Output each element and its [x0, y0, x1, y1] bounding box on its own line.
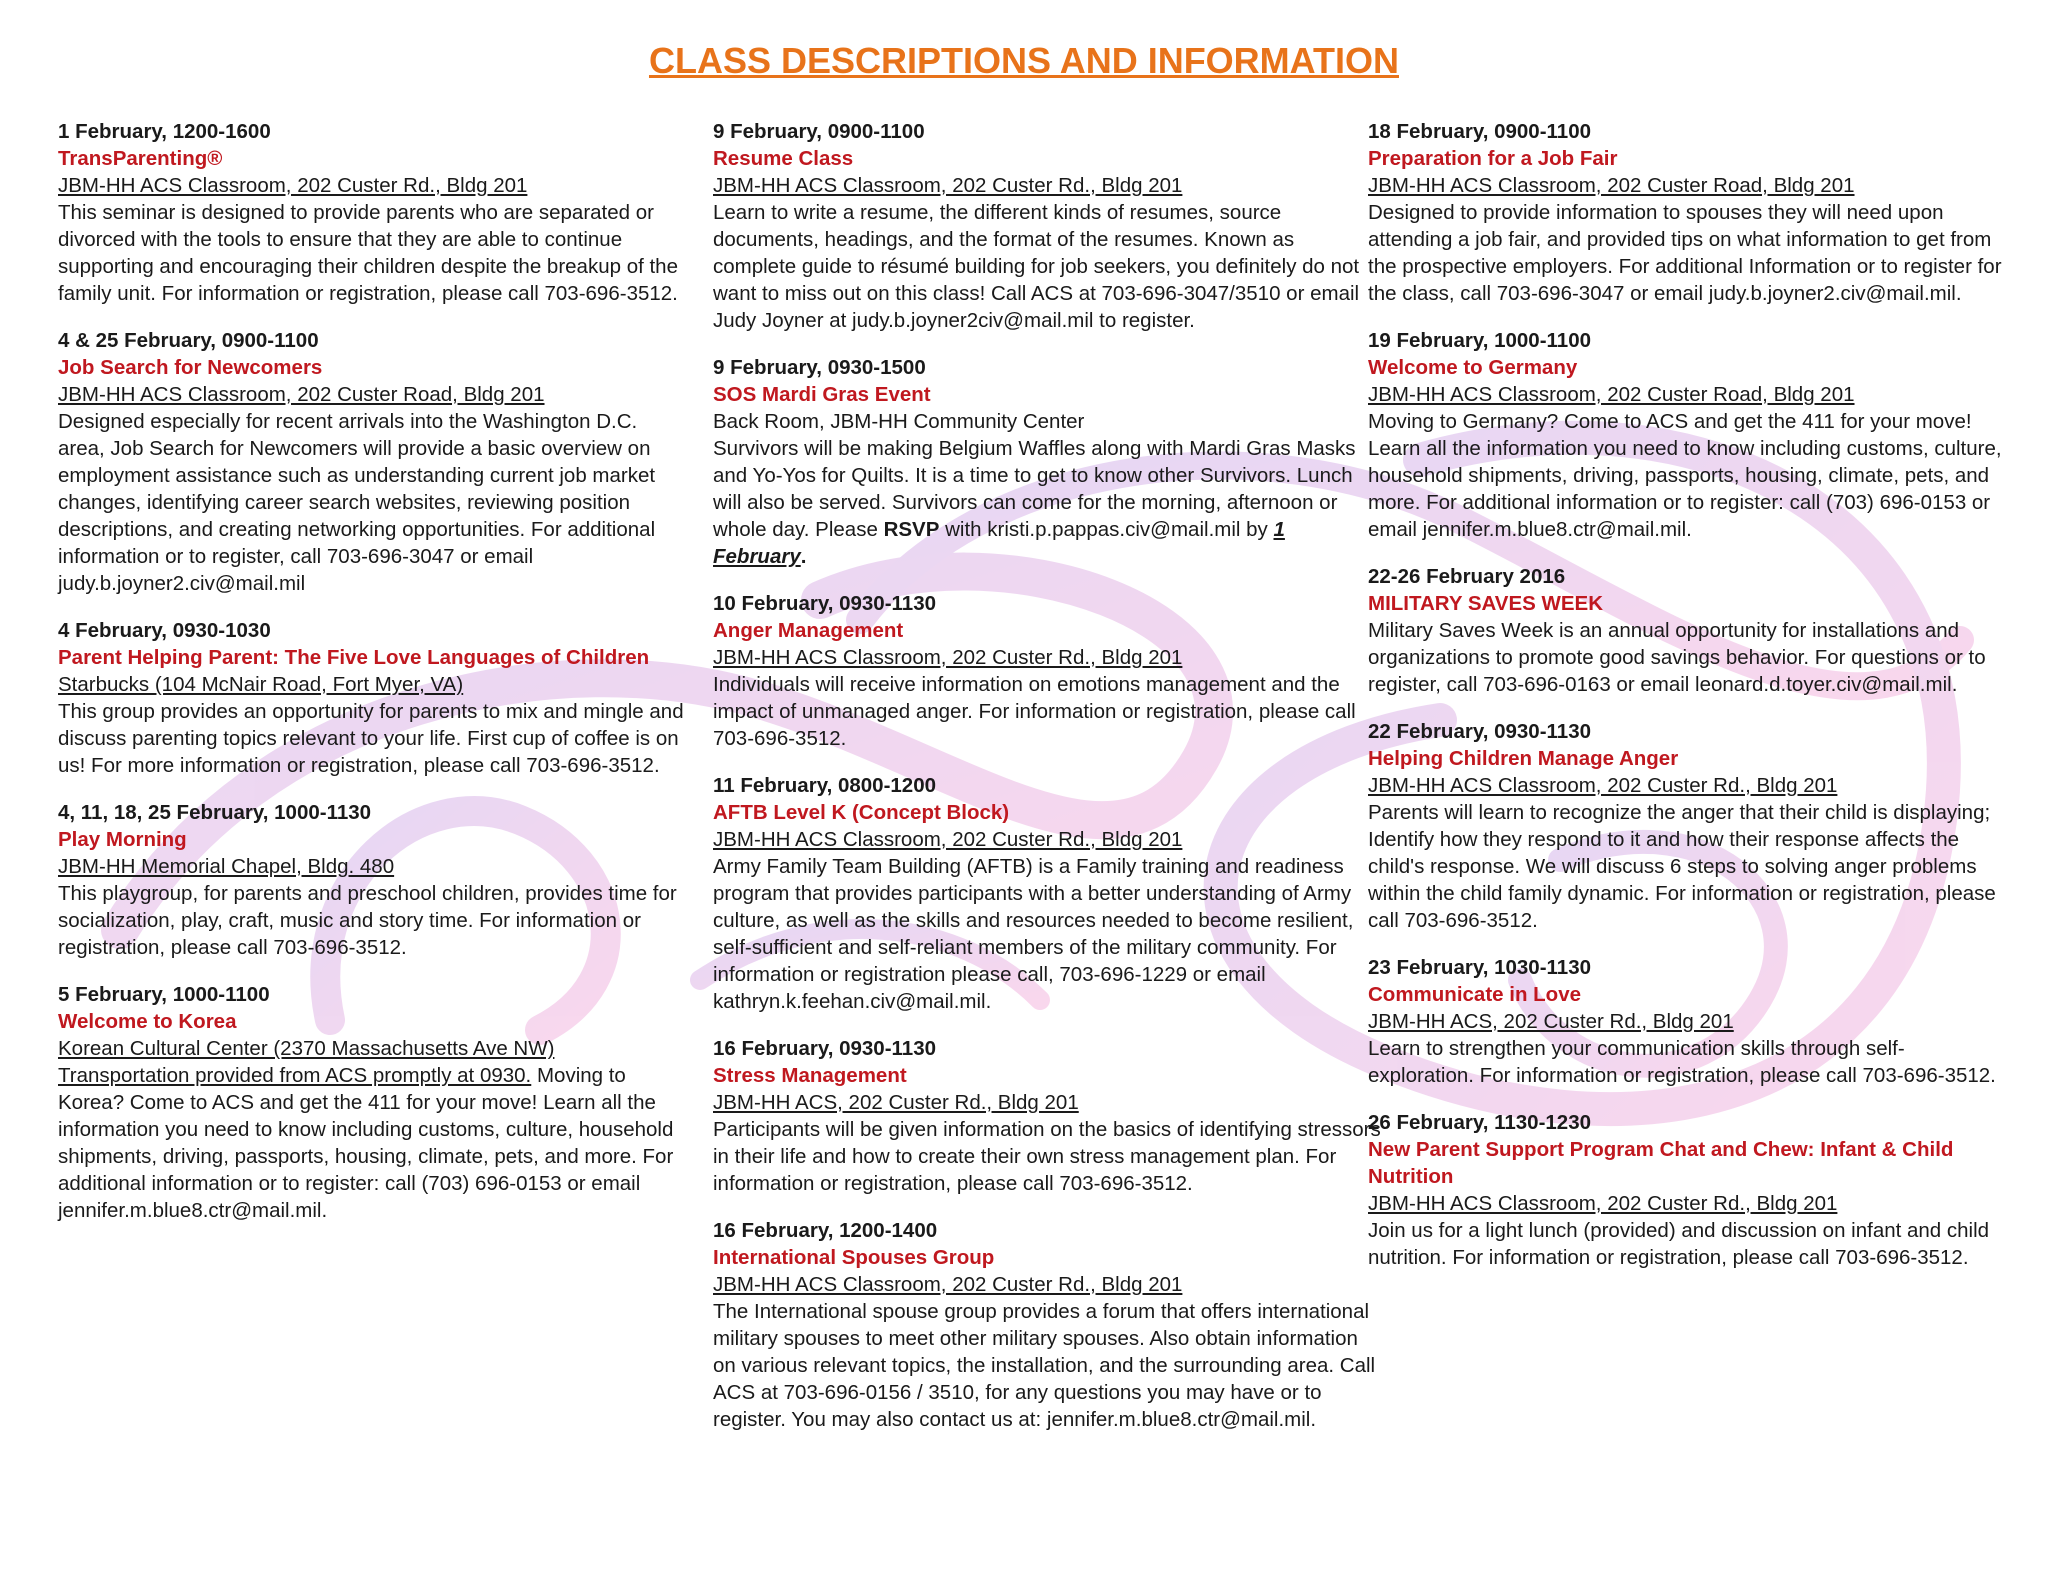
event-location: JBM-HH ACS Classroom, 202 Custer Rd., Bldg 201: [1368, 1192, 1838, 1215]
event-title: Play Morning: [58, 828, 187, 851]
event-date: 5 February, 1000-1100: [58, 983, 270, 1006]
transportation-note: Transportation provided from ACS promptly at 0930.: [58, 1064, 532, 1087]
event-description: Designed especially for recent arrivals into the Washington D.C. area, Job Search for Newcomers will provide a basic overview on employment assistance such as understanding current job market changes, identifying career search websites, reviewing position descriptions, and creating networking opportunities. For additional information or to register, call 703-696-3047 or email judy.b.joyner2.civ@mail.mil: [58, 410, 656, 595]
event-description: Learn to write a resume, the different kinds of resumes, source documents, headings, and the format of the resumes. Known as complete guide to résumé building for job seekers, you definitely do not want to miss out on this class! Call ACS at 703-696-3047/3510 or email Judy Joyner at judy.b.joyner2civ@mail.mil to register.: [713, 201, 1360, 332]
event-description: Parents will learn to recognize the anger that their child is displaying; Identify how they respond to it and how their response affects the child's response. We will discuss 6 steps to solving anger problems within the child family dynamic. For information or registration, please call 703-696-3512.: [1368, 801, 1996, 932]
event-date: 1 February, 1200-1600: [58, 120, 271, 143]
event-location: Korean Cultural Center (2370 Massachusetts Ave NW): [58, 1037, 555, 1060]
event-date: 16 February, 0930-1130: [713, 1037, 936, 1060]
event-international-spouses: [713, 1217, 1383, 1433]
event-title: New Parent Support Program Chat and Chew: Infant & Child Nutrition: [1368, 1138, 1954, 1188]
event-description: Military Saves Week is an annual opportunity for installations and organizations to promote good savings behavior. For questions or to register, call 703-696-0163 or email leonard.d.toyer.civ@mail.mil.: [1368, 619, 1986, 696]
event-parent-helping-parent: [58, 617, 688, 779]
event-date: 4, 11, 18, 25 February, 1000-1130: [58, 801, 372, 824]
event-sos-mardi-gras: [713, 354, 1383, 570]
event-description: This seminar is designed to provide parents who are separated or divorced with the tools to ensure that they are able to continue supporting and encouraging their children despite the breakup of the family unit. For information or registration, please call 703-696-3512.: [58, 201, 678, 305]
column-3: [1368, 118, 2008, 1291]
event-aftb-level-k: [713, 772, 1383, 1015]
page-title: CLASS DESCRIPTIONS AND INFORMATION: [648, 40, 1399, 81]
event-title: Resume Class: [713, 147, 854, 170]
event-date: 18 February, 0900-1100: [1368, 120, 1591, 143]
event-description: The International spouse group provides a forum that offers international military spouses to meet other military spouses. Also obtain information on various relevant topics, the installation, and the surrounding area. Call ACS at 703-696-0156 / 3510, for any questions you may have or to register. You may also contact us at: jennifer.m.blue8.ctr@mail.mil.: [713, 1300, 1376, 1431]
description-end: .: [800, 545, 807, 568]
event-location: JBM-HH ACS Classroom, 202 Custer Rd., Bldg 201: [58, 174, 528, 197]
event-title: Helping Children Manage Anger: [1368, 747, 1679, 770]
event-military-saves-week: [1368, 563, 2008, 698]
event-location: JBM-HH ACS Classroom, 202 Custer Road, Bldg 201: [58, 383, 545, 406]
event-date: 4 & 25 February, 0900-1100: [58, 329, 319, 352]
event-description: Learn to strengthen your communication skills through self-exploration. For information or registration, please call 703-696-3512.: [1368, 1037, 1996, 1087]
event-description: Army Family Team Building (AFTB) is a Family training and readiness program that provides participants with a better understanding of Army culture, as well as the skills and resources needed to become resilient, self-sufficient and self-reliant members of the military community. For information or registration please call, 703-696-1229 or email kathryn.k.feehan.civ@mail.mil.: [713, 855, 1354, 1013]
event-title: International Spouses Group: [713, 1246, 995, 1269]
event-date: 11 February, 0800-1200: [713, 774, 936, 797]
event-resume-class: [713, 118, 1383, 334]
event-description: Designed to provide information to spouses they will need upon attending a job fair, and provided tips on what information to get from the prospective employers. For additional Information or to register for the class, call 703-696-3047 or email judy.b.joyner2.civ@mail.mil.: [1368, 201, 2002, 305]
event-date: 23 February, 1030-1130: [1368, 956, 1591, 979]
event-location: JBM-HH ACS Classroom, 202 Custer Rd., Bldg 201: [713, 1273, 1183, 1296]
event-columns: [58, 118, 2008, 1558]
event-date: 16 February, 1200-1400: [713, 1219, 938, 1242]
event-title: Job Search for Newcomers: [58, 356, 323, 379]
event-location: JBM-HH Memorial Chapel, Bldg. 480: [58, 855, 395, 878]
event-description: [58, 1062, 688, 1224]
event-title: Welcome to Germany: [1368, 356, 1578, 379]
event-location: JBM-HH ACS Classroom, 202 Custer Road, Bldg 201: [1368, 383, 1855, 406]
event-chat-and-chew: [1368, 1109, 2008, 1271]
event-description: This playgroup, for parents and preschool children, provides time for socialization, play, craft, music and story time. For information or registration, please call 703-696-3512.: [58, 882, 677, 959]
event-location: JBM-HH ACS Classroom, 202 Custer Rd., Bldg 201: [713, 646, 1183, 669]
rsvp-contact: with kristi.p.pappas.civ@mail.mil by: [939, 518, 1274, 541]
event-description: This group provides an opportunity for parents to mix and mingle and discuss parenting topics relevant to your life. First cup of coffee is on us! For more information or registration, please call 703-696-3512.: [58, 700, 684, 777]
event-job-fair-prep: [1368, 118, 2008, 307]
event-anger-management: [713, 590, 1383, 752]
event-date: 22 February, 0930-1130: [1368, 720, 1591, 743]
event-job-search-newcomers: [58, 327, 688, 597]
event-play-morning: [58, 799, 688, 961]
event-title: TransParenting®: [58, 147, 223, 170]
event-helping-children-anger: [1368, 718, 2008, 934]
event-date: 9 February, 0900-1100: [713, 120, 925, 143]
rsvp-label: RSVP: [883, 518, 940, 541]
event-location: JBM-HH ACS Classroom, 202 Custer Rd., Bldg 201: [713, 828, 1183, 851]
event-title: Parent Helping Parent: The Five Love Languages of Children: [58, 646, 650, 669]
event-date: 22-26 February 2016: [1368, 565, 1566, 588]
event-description-text: Moving to Korea? Come to ACS and get the 411 for your move! Learn all the information you need to know including customs, culture, household shipments, driving, passports, housing, climate, pets, and more. For additional information or to register: call (703) 696-0153 or email jennifer.m.blue8.ctr@mail.mil.: [58, 1064, 674, 1222]
event-description: Join us for a light lunch (provided) and discussion on infant and child nutrition. For information or registration, please call 703-696-3512.: [1368, 1219, 1990, 1269]
event-title: SOS Mardi Gras Event: [713, 383, 931, 406]
event-title: Stress Management: [713, 1064, 907, 1087]
event-description-text: Survivors will be making Belgium Waffles along with Mardi Gras Masks and Yo-Yos for Quilts. It is a time to get to know other Survivors. Lunch will also be served. Survivors can come for the morning, afternoon or whole day. Please: [713, 437, 1356, 541]
event-welcome-to-germany: [1368, 327, 2008, 543]
event-transparenting: [58, 118, 688, 307]
rsvp-deadline: 1 February: [713, 518, 1285, 568]
event-date: 26 February, 1130-1230: [1368, 1111, 1591, 1134]
event-title: Preparation for a Job Fair: [1368, 147, 1618, 170]
event-stress-management: [713, 1035, 1383, 1197]
event-location: JBM-HH ACS Classroom, 202 Custer Road, Bldg 201: [1368, 174, 1855, 197]
event-location: Starbucks (104 McNair Road, Fort Myer, VA): [58, 673, 464, 696]
event-location: JBM-HH ACS Classroom, 202 Custer Rd., Bldg 201: [713, 174, 1183, 197]
event-description: [713, 435, 1383, 570]
column-2: [713, 118, 1383, 1453]
event-location: Back Room, JBM-HH Community Center: [713, 410, 1085, 433]
event-description: Moving to Germany? Come to ACS and get the 411 for your move! Learn all the information you need to know including customs, culture, household shipments, driving, passports, housing, climate, pets, and more. For additional information or to register: call (703) 696-0153 or email jennifer.m.blue8.ctr@mail.mil.: [1368, 410, 2002, 541]
event-location: JBM-HH ACS Classroom, 202 Custer Rd., Bldg 201: [1368, 774, 1838, 797]
event-communicate-in-love: [1368, 954, 2008, 1089]
event-date: 9 February, 0930-1500: [713, 356, 926, 379]
event-title: MILITARY SAVES WEEK: [1368, 592, 1604, 615]
event-location: JBM-HH ACS, 202 Custer Rd., Bldg 201: [713, 1091, 1079, 1114]
event-date: 10 February, 0930-1130: [713, 592, 936, 615]
event-description: Participants will be given information on the basics of identifying stressors in their life and how to create their own stress management plan. For information or registration, please call 703-696-3512.: [713, 1118, 1381, 1195]
event-title: AFTB Level K (Concept Block): [713, 801, 1010, 824]
event-welcome-to-korea: [58, 981, 688, 1224]
event-date: 4 February, 0930-1030: [58, 619, 271, 642]
event-title: Anger Management: [713, 619, 904, 642]
event-title: Welcome to Korea: [58, 1010, 237, 1033]
event-location: JBM-HH ACS, 202 Custer Rd., Bldg 201: [1368, 1010, 1734, 1033]
event-title: Communicate in Love: [1368, 983, 1582, 1006]
column-1: [58, 118, 688, 1244]
event-description: Individuals will receive information on emotions management and the impact of unmanaged anger. For information or registration, please call 703-696-3512.: [713, 673, 1356, 750]
event-date: 19 February, 1000-1100: [1368, 329, 1591, 352]
